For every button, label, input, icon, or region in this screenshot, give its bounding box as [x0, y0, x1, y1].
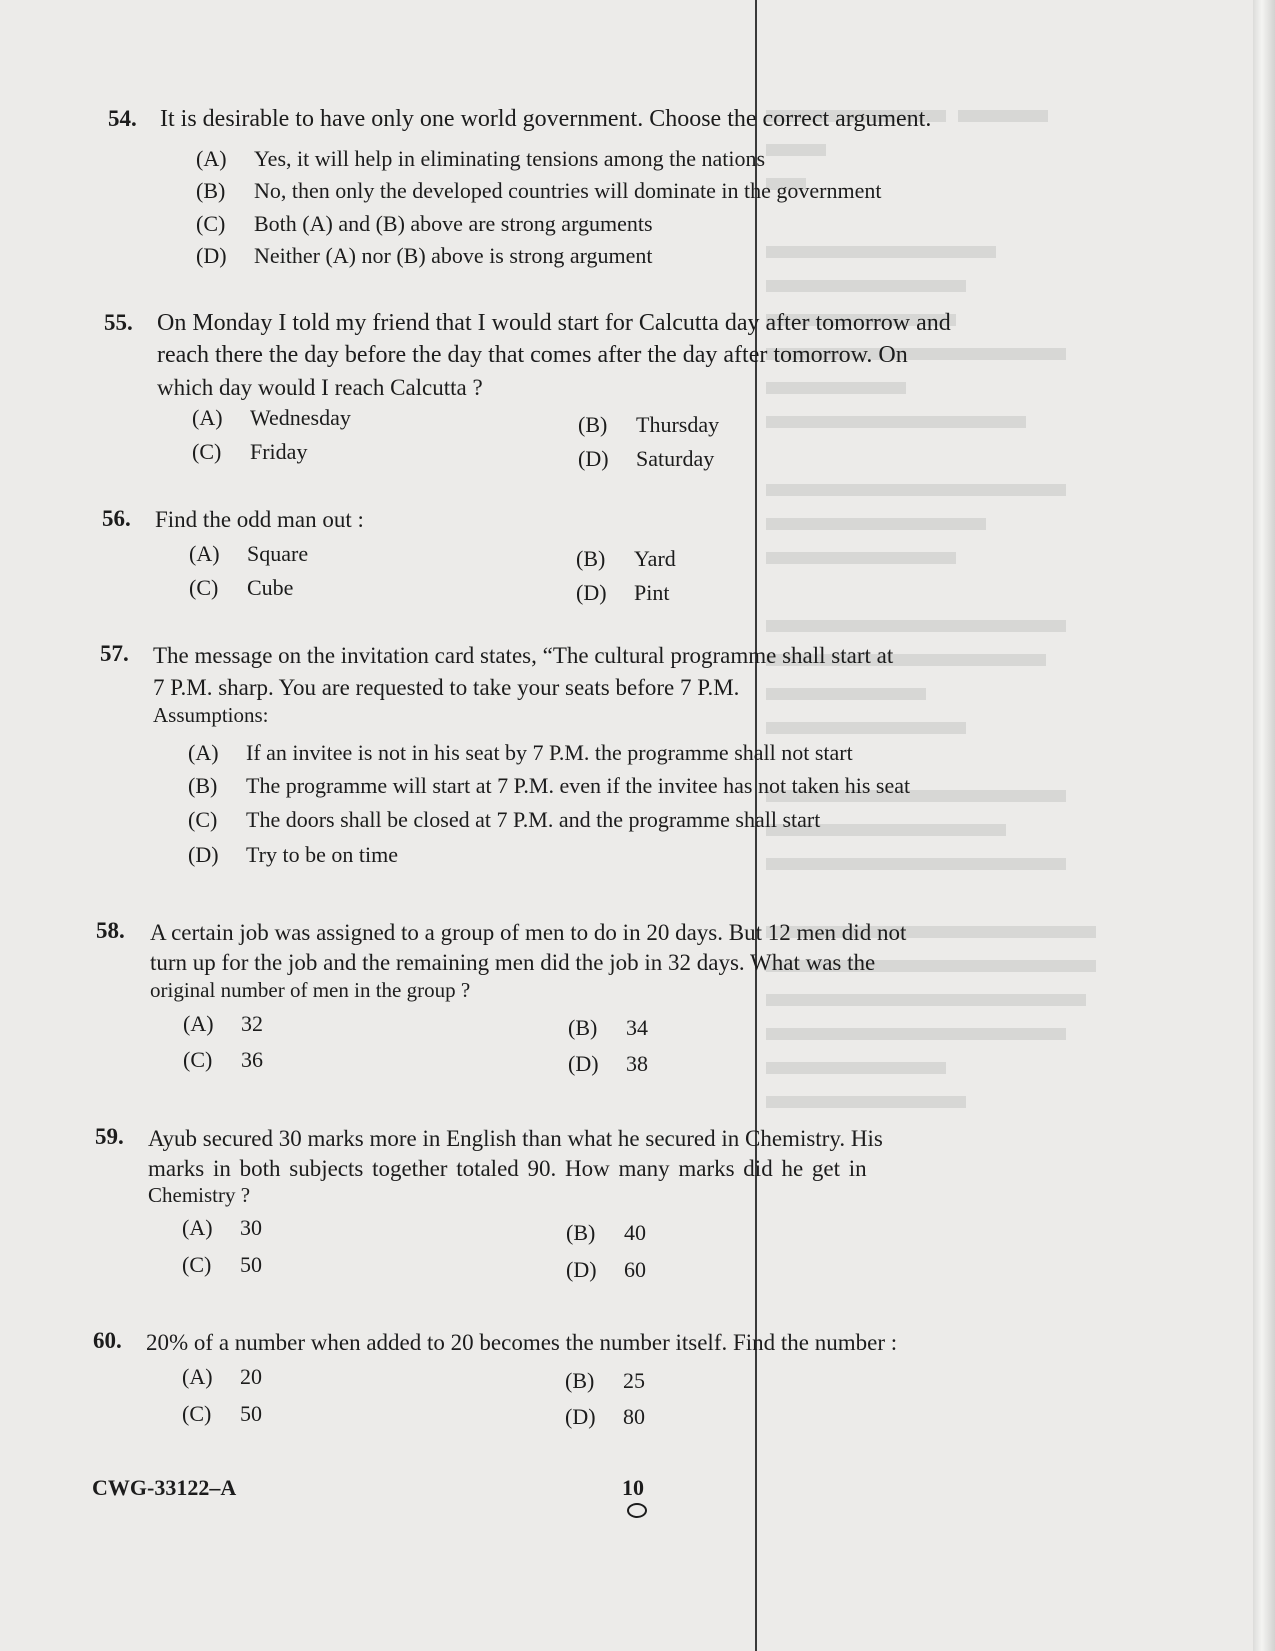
- option-b[interactable]: (B) 34: [568, 1015, 648, 1040]
- option-a[interactable]: (A) If an invitee is not in his seat by 7 P.M. the programme shall not start: [188, 740, 853, 765]
- option-c[interactable]: (C) 36: [183, 1047, 263, 1072]
- question-text: It is desirable to have only one world government. Choose the correct argument.: [160, 106, 932, 132]
- question-line-3: original number of men in the group ?: [150, 978, 471, 1002]
- question-line-2: reach there the day before the day that comes after the day after tomorrow. On: [157, 342, 908, 368]
- question-line-1: A certain job was assigned to a group of men to do in 20 days. But 12 men did not: [150, 920, 907, 945]
- option-a[interactable]: (A) Yes, it will help in eliminating tensions among the nations: [196, 146, 766, 171]
- option-a[interactable]: (A) 20: [182, 1364, 262, 1389]
- question-line-1: The message on the invitation card states, “The cultural programme shall start at: [153, 643, 894, 668]
- option-c[interactable]: (C) 50: [182, 1401, 262, 1426]
- question-line-3: Chemistry ?: [148, 1183, 251, 1207]
- question-number: 59.: [95, 1124, 124, 1149]
- question-line-2: turn up for the job and the remaining men did the job in 32 days. What was the: [150, 950, 876, 975]
- assumptions-heading: Assumptions:: [153, 703, 269, 727]
- option-a[interactable]: (A) 32: [183, 1011, 263, 1036]
- option-d[interactable]: (D) 80: [565, 1404, 645, 1429]
- option-c[interactable]: (C) 50: [182, 1252, 262, 1277]
- option-b[interactable]: (B) The programme will start at 7 P.M. even if the invitee has not taken his seat: [188, 773, 911, 798]
- booklet-code: CWG-33122–A: [92, 1475, 237, 1500]
- question-line-2: marks in both subjects together totaled 90. How many marks did he get in: [148, 1156, 867, 1181]
- question-line-3: which day would I reach Calcutta ?: [157, 375, 483, 400]
- question-number: 56.: [102, 506, 131, 531]
- question-number: 57.: [100, 641, 129, 666]
- option-b[interactable]: (B) 25: [565, 1368, 645, 1393]
- option-c[interactable]: (C) Friday: [192, 439, 308, 464]
- option-d[interactable]: (D) 38: [568, 1051, 648, 1076]
- option-c[interactable]: (C) The doors shall be closed at 7 P.M. and the programme shall start: [188, 807, 821, 832]
- question-number: 55.: [104, 310, 133, 335]
- option-b[interactable]: (B) 40: [566, 1220, 646, 1245]
- question-line-2: 7 P.M. sharp. You are requested to take your seats before 7 P.M.: [153, 675, 740, 700]
- question-line-1: Ayub secured 30 marks more in English than what he secured in Chemistry. His: [148, 1126, 883, 1151]
- question-number: 60.: [93, 1328, 122, 1353]
- option-a[interactable]: (A) Square: [189, 541, 309, 566]
- question-line-1: On Monday I told my friend that I would start for Calcutta day after tomorrow and: [157, 310, 951, 336]
- question-text: 20% of a number when added to 20 becomes the number itself. Find the number :: [146, 1330, 898, 1355]
- question-text: Find the odd man out :: [155, 507, 364, 532]
- page-edge: [1253, 0, 1275, 1651]
- option-c[interactable]: (C) Cube: [189, 575, 294, 600]
- option-a[interactable]: (A) 30: [182, 1215, 262, 1240]
- option-c[interactable]: (C) Both (A) and (B) above are strong arguments: [196, 211, 653, 236]
- option-d[interactable]: (D) Try to be on time: [188, 842, 398, 867]
- option-a[interactable]: (A) Wednesday: [192, 405, 351, 430]
- option-b[interactable]: (B) Thursday: [578, 412, 720, 437]
- option-b[interactable]: (B) Yard: [576, 546, 676, 571]
- option-b[interactable]: (B) No, then only the developed countries will dominate in the government: [196, 178, 882, 203]
- option-d[interactable]: (D) Pint: [576, 580, 670, 605]
- question-number: 58.: [96, 918, 125, 943]
- question-number: 54.: [108, 106, 137, 131]
- option-d[interactable]: (D) Neither (A) nor (B) above is strong argument: [196, 243, 653, 268]
- option-d[interactable]: (D) Saturday: [578, 446, 715, 471]
- option-d[interactable]: (D) 60: [566, 1257, 646, 1282]
- circle-mark-icon: [627, 1503, 647, 1518]
- page-number: 10: [622, 1475, 644, 1500]
